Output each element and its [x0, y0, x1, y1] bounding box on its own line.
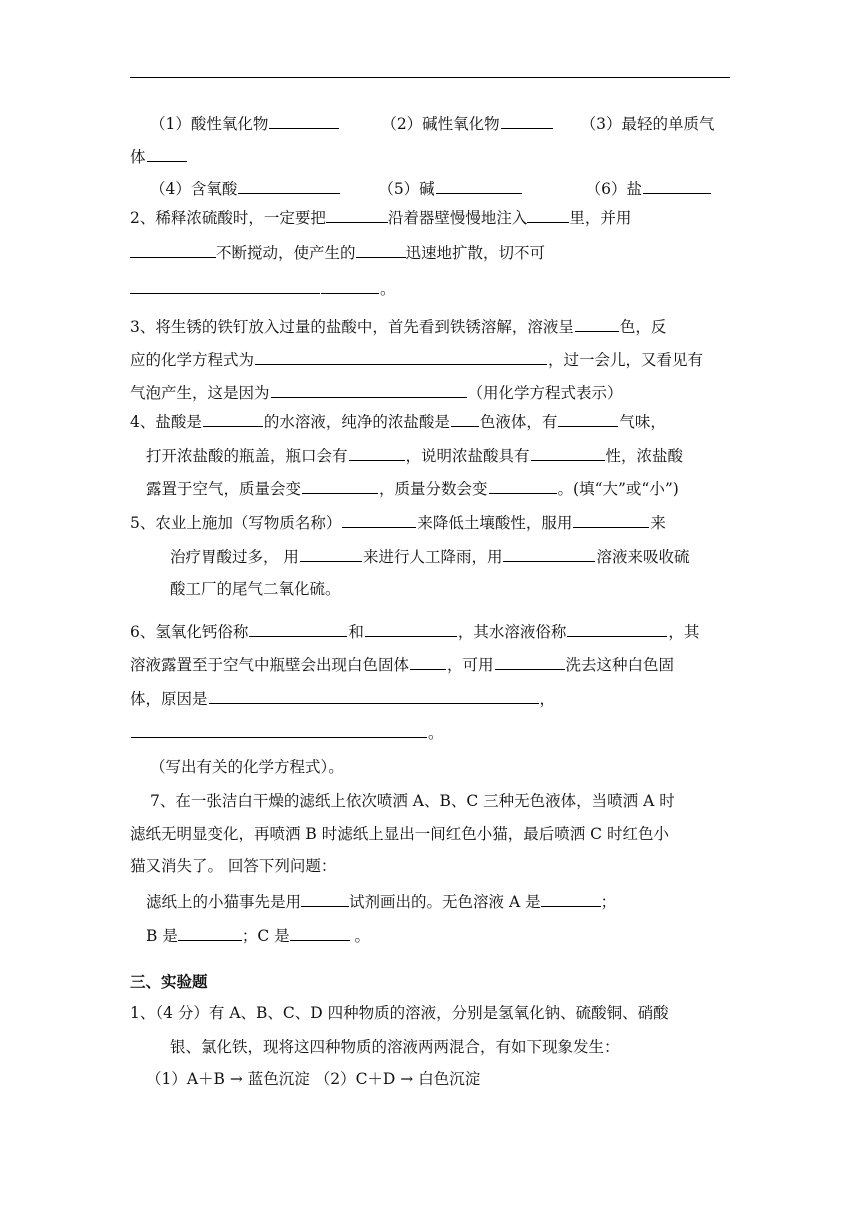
q5-line3: [130, 577, 770, 601]
blank: [301, 889, 349, 907]
blank: [238, 176, 340, 194]
q6-text-b: 和: [348, 623, 364, 641]
q1-part4: （4）含氧酸: [150, 180, 238, 198]
q1-part2: （2）碱性氧化物: [381, 115, 500, 133]
blank: [503, 544, 595, 562]
q3-text-e: 气泡产生，这是因为: [130, 384, 270, 402]
q1-part5: （5）碱: [378, 180, 435, 198]
header-rule: [130, 77, 730, 78]
q1-part6: （6）盐: [585, 180, 642, 198]
blank: [209, 686, 539, 704]
q4-text-f: ，说明浓盐酸具有: [405, 447, 530, 465]
blank: [203, 409, 263, 427]
q3-text-a: 3、将生锈的铁钉放入过量的盐酸中，首先看到铁锈溶解，溶液呈: [130, 318, 574, 336]
q5-text-e: 来进行人工降雨，用: [362, 548, 503, 566]
q2-line1: [130, 205, 730, 229]
blank: [349, 443, 405, 461]
blank: [573, 510, 649, 528]
q6-text-h: 体，原因是: [130, 690, 208, 708]
q3-line2: [130, 347, 730, 371]
q6-line5: [130, 755, 750, 779]
q1-line3: [130, 176, 750, 200]
q5-text-b: 来降低土壤酸性，服用: [417, 514, 573, 532]
q2-line2: [130, 240, 730, 264]
blank: [130, 240, 216, 258]
q2-text-b: 沿着器壁慢慢地注入: [387, 209, 528, 227]
q3-text-f: （用化学方程式表示）: [467, 384, 623, 402]
q1-line2: [130, 144, 730, 168]
blank: [249, 619, 347, 637]
q7-text-a: 7、在一张洁白干燥的滤纸上依次喷洒 A、B、C 三种无色液体，当喷洒 A 时: [150, 792, 675, 810]
blank: [342, 510, 416, 528]
q6-text-j: 。: [428, 724, 444, 742]
s3-q1-line3: [130, 1067, 746, 1091]
blank: [501, 111, 553, 129]
blank: [575, 314, 619, 332]
q7-text-d: 滤纸上的小猫事先是用: [146, 893, 302, 911]
q2-text-c: 里，并用: [569, 209, 632, 227]
q7-text-c: 猫又消失了。 回答下列问题：: [130, 857, 337, 875]
s3-q1-line2: [130, 1035, 770, 1059]
q3-text-b: 色，反: [619, 318, 667, 336]
blank: [643, 176, 711, 194]
q6-text-i: ，: [539, 690, 556, 708]
q7-text-g: B 是: [146, 927, 178, 945]
q4-text-e: 打开浓盐酸的瓶盖，瓶口会有: [146, 447, 348, 465]
q4-text-b: 的水溶液，纯净的浓盐酸是: [263, 413, 450, 431]
blank: [495, 652, 565, 670]
q7-text-b: 滤纸无明显变化，再喷洒 B 时滤纸上显出一间红色小猫，最后喷洒 C 时红色小: [130, 825, 669, 843]
blank: [365, 619, 457, 637]
q2-text-d: 不断搅动，使产生的: [216, 244, 356, 262]
blank: [130, 276, 320, 294]
blank: [326, 205, 388, 223]
q6-line2: [130, 652, 730, 676]
q3-line3: [130, 380, 730, 404]
q2-line3: [130, 276, 730, 300]
blank: [178, 923, 242, 941]
q6-text-e: 溶液露置至于空气中瓶壁会出现白色固体: [130, 656, 410, 674]
q4-text-i: ，质量分数会变: [379, 480, 488, 498]
q6-line4: [130, 720, 730, 744]
q7-line5: [130, 923, 746, 947]
q1-part3: （3）最轻的单质气: [580, 115, 715, 133]
q5-line2: [130, 544, 770, 568]
q6-text-a: 6、氢氧化钙俗称: [130, 623, 249, 641]
blank: [255, 347, 547, 365]
q6-line1: [130, 619, 730, 643]
q4-text-d: 气味，: [619, 413, 666, 431]
q3-text-d: ，过一会儿，又看见有: [548, 351, 704, 369]
s3-q1-text-a: 1、（4 分）有 A、B、C、D 四种物质的溶液，分别是氢氧化钠、硫酸铜、硝酸: [130, 1004, 669, 1022]
blank: [451, 409, 479, 427]
q3-line1: [130, 314, 730, 338]
blank: [131, 720, 427, 738]
q7-line3: [130, 854, 730, 878]
blank: [527, 205, 569, 223]
q2-text-a: 2、稀释浓硫酸时，一定要把: [130, 209, 326, 227]
blank: [558, 409, 618, 427]
q1-line1: [130, 111, 750, 135]
q7-text-f: ；: [600, 893, 617, 911]
blank: [489, 476, 557, 494]
section3-title: 三、实验题: [130, 972, 208, 991]
q5-text-f: 溶液来吸收硫: [596, 548, 690, 566]
q7-line1: [130, 789, 750, 813]
blank: [290, 923, 350, 941]
q6-text-c: ，其水溶液俗称: [457, 623, 567, 641]
q4-text-h: 露置于空气，质量会变: [146, 480, 302, 498]
blank: [567, 619, 667, 637]
blank: [321, 276, 379, 294]
blank: [531, 443, 605, 461]
q3-text-c: 应的化学方程式为: [130, 351, 255, 369]
q2-text-e: 迅速地扩散，切不可: [405, 244, 546, 262]
s3-q1-line1: [130, 1001, 730, 1025]
blank: [302, 476, 378, 494]
q1-part1: （1）酸性氧化物: [150, 115, 269, 133]
q7-line2: [130, 822, 730, 846]
q5-line1: [130, 510, 730, 534]
blank: [436, 176, 522, 194]
q5-text-a: 5、农业上施加（写物质名称）: [130, 514, 342, 532]
q4-text-c: 色液体，有: [479, 413, 558, 431]
blank: [300, 544, 362, 562]
q7-text-i: 。: [349, 927, 371, 945]
q5-text-d: 治疗胃酸过多， 用: [170, 548, 299, 566]
q6-line3: [130, 686, 730, 710]
q6-text-g: 洗去这种白色固: [565, 656, 675, 674]
q7-line4: [130, 889, 746, 913]
blank: [269, 111, 339, 129]
q4-line3: [130, 476, 746, 500]
s3-q1-text-b: 银、氯化铁，现将这四种物质的溶液两两混合，有如下现象发生：: [170, 1038, 620, 1056]
q1-part3b: 体: [130, 148, 146, 166]
s3-q1-text-c: （1）A＋B → 蓝色沉淀 （2）C＋D → 白色沉淀: [146, 1070, 481, 1088]
blank: [271, 380, 467, 398]
blank: [356, 240, 406, 258]
q5-text-c: 来: [650, 514, 666, 532]
q4-line1: [130, 409, 730, 433]
blank: [410, 652, 446, 670]
q4-text-a: 4、盐酸是: [130, 413, 202, 431]
q6-text-f: ，可用: [447, 656, 494, 674]
blank: [541, 889, 601, 907]
q6-text-k: （写出有关的化学方程式）。: [150, 758, 344, 776]
q6-text-d: ，其: [668, 623, 700, 641]
q4-text-g: 性，浓盐酸: [605, 447, 684, 465]
q7-text-e: 试剂画出的。无色溶液 A 是: [349, 893, 541, 911]
q7-text-h: ；C 是: [241, 927, 290, 945]
q2-text-f: 。: [380, 280, 396, 298]
q5-text-g: 酸工厂的尾气二氧化硫。: [170, 580, 341, 598]
blank: [147, 144, 187, 162]
q4-text-j: 。(填“大”或“小”): [557, 480, 679, 498]
q4-line2: [130, 443, 746, 467]
